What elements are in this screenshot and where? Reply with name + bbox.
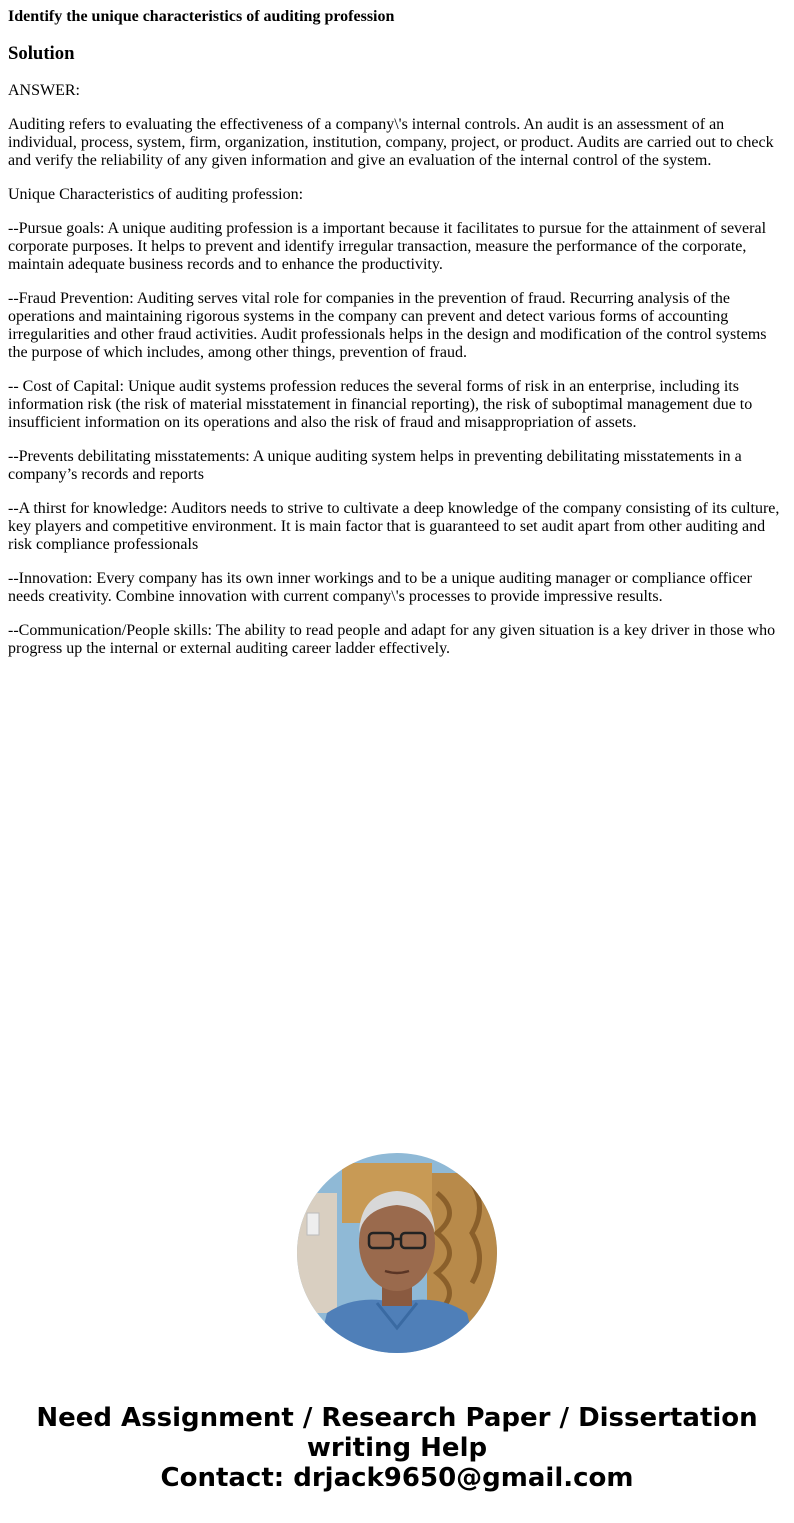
paragraph-communication: --Communication/People skills: The ability to read people and adapt for any given situation is a key driver in those who progress up the internal or external auditing career ladder effectively. [8,622,776,657]
footer-contact [0,1403,794,1493]
paragraph-definition: Auditing refers to evaluating the effectiveness of a company\'s internal controls. An audit is an assessment of an individual, process, system, firm, organization, institution, company, project, or product. Audits are carried out to check and verify the reliability of any given information and give an evaluation of the internal control of the system. [8,116,774,169]
paragraph-characteristics-intro: Unique Characteristics of auditing profession: [8,186,304,203]
footer-line-2: writing Help [306,1433,488,1463]
question-title: Identify the unique characteristics of auditing profession [8,8,395,25]
document-content [8,0,786,658]
paragraph-innovation: --Innovation: Every company has its own inner workings and to be a unique auditing manager or compliance officer needs creativity. Combine innovation with current company\'s processes to provide impressive results. [8,570,752,605]
solution-heading: Solution [8,43,75,64]
paragraph-knowledge: --A thirst for knowledge: Auditors needs to strive to cultivate a deep knowledge of the company consisting of its culture, key players and competitive environment. It is main factor that is guaranteed to set audit apart from other auditing and risk compliance professionals [8,500,780,553]
footer-line-1: Need Assignment / Research Paper / Dissertation [36,1403,758,1433]
paragraph-pursue-goals: --Pursue goals: A unique auditing profession is a important because it facilitates to pursue for the attainment of several corporate purposes. It helps to prevent and identify irregular transaction, measure the performance of the corporate, maintain adequate business records and to enhance the productivity. [8,220,767,273]
paragraph-cost-of-capital: -- Cost of Capital: Unique audit systems profession reduces the several forms of risk in an enterprise, including its information risk (the risk of material misstatement in financial reporting), the risk of suboptimal management due to insufficient information on its operations and also the risk of fraud and misappropriation of assets. [8,378,753,431]
answer-label: ANSWER: [8,82,80,99]
person-photo-icon [297,1153,497,1353]
paragraph-fraud-prevention: --Fraud Prevention: Auditing serves vital role for companies in the prevention of fraud. Recurring analysis of the operations and maintaining rigorous systems in the company can prevent and detect various forms of accounting irregularities and other fraud activities. Audit professionals helps in the design and modification of the control systems the purpose of which includes, among other things, prevention of fraud. [8,290,767,361]
paragraph-misstatements: --Prevents debilitating misstatements: A unique auditing system helps in preventing debilitating misstatements in a company’s records and reports [8,448,742,483]
footer-contact-email: Contact: drjack9650@gmail.com [160,1463,634,1493]
